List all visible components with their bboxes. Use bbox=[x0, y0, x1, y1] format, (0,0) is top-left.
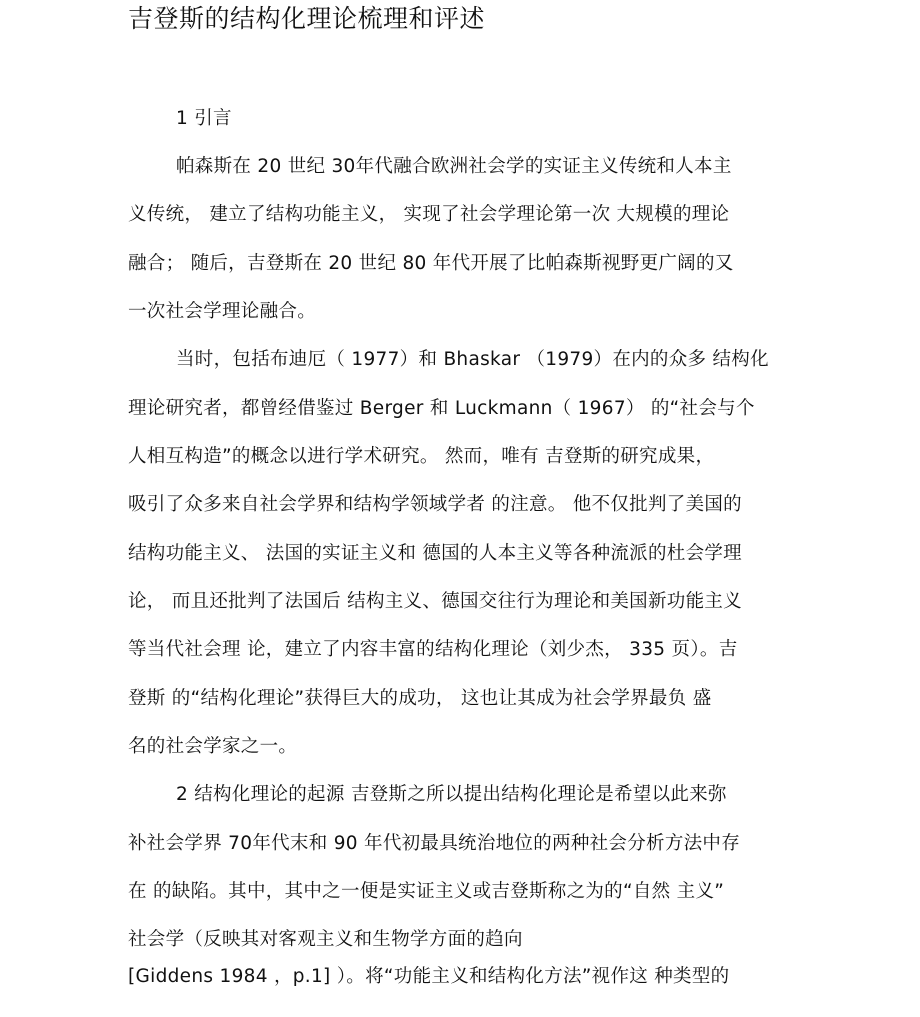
paragraph-line: 义传统， 建立了结构功能主义， 实现了社会学理论第一次 大规模的理论 bbox=[128, 204, 730, 225]
paragraph-line: 理论研究者，都曾经借鉴过 Berger 和 Luckmann（ 1967） 的“社会与个 bbox=[128, 398, 755, 419]
section-heading-introduction: 1 引言 bbox=[176, 108, 232, 129]
paragraph-line: 等当代社会理 论，建立了内容丰富的结构化理论（刘少杰， 335 页）。吉 bbox=[128, 639, 738, 660]
paragraph-line: 一次社会学理论融合。 bbox=[128, 301, 317, 322]
paragraph-line: 登斯 的“结构化理论”获得巨大的成功， 这也让其成为社会学界最负 盛 bbox=[128, 688, 712, 709]
paragraph-line: 帕森斯在 20 世纪 30年代融合欧洲社会学的实证主义传统和人本主 bbox=[176, 156, 732, 177]
paragraph-line: 当时，包括布迪厄（ 1977）和 Bhaskar （1979）在内的众多 结构化 bbox=[176, 349, 769, 370]
paragraph-line: 名的社会学家之一。 bbox=[128, 736, 298, 757]
paragraph-line: 结构功能主义、 法国的实证主义和 德国的人本主义等各种流派的杜会学理 bbox=[128, 543, 742, 564]
document-title: 吉登斯的结构化理论梳理和评述 bbox=[128, 4, 486, 33]
section-heading-origin: 2 结构化理论的起源 吉登斯之所以提出结构化理论是希望以此来弥 bbox=[176, 784, 727, 805]
paragraph-line: 人相互构造”的概念以进行学术研究。 然而，唯有 吉登斯的研究成果， bbox=[128, 446, 715, 467]
paragraph-line: 社会学（反映其对客观主义和生物学方面的趋向 bbox=[128, 929, 523, 950]
paragraph-line: [Giddens 1984 ，p.1] ）。将“功能主义和结构化方法”视作这 种类型的 bbox=[128, 966, 730, 987]
paragraph-line: 在 的缺陷。其中，其中之一便是实证主义或吉登斯称之为的“自然 主义” bbox=[128, 881, 725, 902]
paragraph-line: 补社会学界 70年代末和 90 年代初最具统治地位的两种社会分析方法中存 bbox=[128, 833, 741, 854]
paragraph-line: 融合； 随后，吉登斯在 20 世纪 80 年代开展了比帕森斯视野更广阔的又 bbox=[128, 253, 734, 274]
paragraph-line: 吸引了众多来自社会学界和结构学领域学者 的注意。 他不仅批判了美国的 bbox=[128, 494, 742, 515]
paragraph-line: 论， 而且还批判了法国后 结构主义、德国交往行为理论和美国新功能主义 bbox=[128, 591, 742, 612]
